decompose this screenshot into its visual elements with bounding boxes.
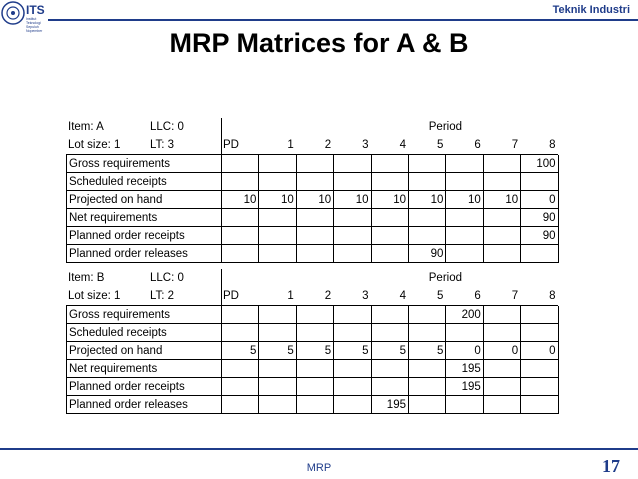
table-cell [521, 173, 558, 191]
table-cell: 0 [521, 342, 558, 360]
table-cell: 200 [446, 306, 483, 324]
period-7: 7 [511, 290, 519, 302]
lot-size-label: Lot size: 1 [68, 139, 121, 151]
table-cell [259, 360, 296, 378]
table-cell [334, 360, 371, 378]
table-cell: 5 [372, 342, 409, 360]
table-cell: 90 [521, 227, 558, 245]
table-row [67, 378, 558, 396]
table-cell [446, 173, 483, 191]
logo-subtitle: Institut Teknologi Sepuluh Nopember [26, 17, 43, 33]
table-cell [297, 360, 334, 378]
table-cell: 10 [409, 191, 446, 209]
table-cell [334, 173, 371, 191]
table-cell: 90 [409, 245, 446, 263]
table-cell [484, 396, 521, 414]
table-cell [409, 360, 446, 378]
table-cell [446, 324, 483, 342]
table-cell [222, 173, 259, 191]
page-title: MRP Matrices for A & B [169, 28, 469, 58]
table-cell [297, 324, 334, 342]
table-cell [521, 378, 558, 396]
table-cell [521, 396, 558, 414]
table-row [67, 245, 558, 263]
row-label: Scheduled receipts [67, 324, 222, 342]
footer-rule [0, 448, 638, 450]
table-cell [222, 396, 259, 414]
table-cell [521, 245, 558, 263]
table-cell [334, 245, 371, 263]
table-row [67, 360, 558, 378]
item-label: Item: A [68, 121, 104, 133]
table-cell: 100 [521, 155, 558, 173]
period-5: 5 [436, 290, 444, 302]
table-cell [222, 227, 259, 245]
table-cell [259, 173, 296, 191]
period-3: 3 [362, 139, 369, 151]
table-cell [409, 324, 446, 342]
table-cell [409, 173, 446, 191]
table-cell: 0 [446, 342, 483, 360]
table-cell [297, 155, 334, 173]
table-cell [297, 209, 334, 227]
table-cell [446, 245, 483, 263]
table-cell [372, 306, 409, 324]
table-cell [334, 209, 371, 227]
table-cell [334, 324, 371, 342]
table-row [67, 209, 558, 227]
table-cell [297, 378, 334, 396]
table-cell [297, 173, 334, 191]
table-cell [409, 227, 446, 245]
table-cell [222, 209, 259, 227]
table-cell: 5 [222, 342, 259, 360]
table-cell [446, 396, 483, 414]
table-cell [484, 306, 521, 324]
table-cell: 195 [372, 396, 409, 414]
table-cell [259, 209, 296, 227]
period-6: 6 [474, 290, 481, 302]
mrp-table-b [66, 269, 558, 414]
table-cell [222, 155, 259, 173]
row-label: Projected on hand [67, 342, 222, 360]
lt-label: LT: 2 [150, 290, 175, 302]
table-cell [222, 378, 259, 396]
table-cell [521, 360, 558, 378]
table-cell [446, 209, 483, 227]
period-1: 1 [287, 290, 294, 302]
table-cell: 10 [446, 191, 483, 209]
header-divider [221, 118, 222, 154]
matrix-grid [66, 155, 558, 263]
period-1: 1 [287, 139, 294, 151]
period-3: 3 [362, 290, 369, 302]
header-rule [48, 19, 638, 21]
table-cell [484, 324, 521, 342]
period-pd: PD [223, 290, 239, 302]
table-cell [222, 306, 259, 324]
table-cell [297, 245, 334, 263]
llc-label: LLC: 0 [150, 121, 184, 133]
header-row-item [66, 269, 558, 287]
table-row [67, 191, 558, 209]
period-label: Period [428, 121, 463, 133]
table-cell [409, 155, 446, 173]
table-cell [334, 378, 371, 396]
table-cell [334, 306, 371, 324]
table-cell: 10 [372, 191, 409, 209]
matrix-grid [66, 306, 558, 414]
table-cell [484, 155, 521, 173]
llc-label: LLC: 0 [150, 272, 184, 284]
table-row [67, 306, 558, 324]
table-row [67, 396, 558, 414]
period-pd: PD [223, 139, 239, 151]
table-cell [372, 378, 409, 396]
table-cell [446, 155, 483, 173]
period-7: 7 [511, 139, 519, 151]
table-cell [259, 378, 296, 396]
row-label: Planned order releases [67, 245, 222, 263]
footer-label: MRP [306, 462, 332, 474]
table-cell [484, 173, 521, 191]
table-cell [259, 396, 296, 414]
page-number: 17 [602, 456, 620, 476]
row-label: Projected on hand [67, 191, 222, 209]
period-4: 4 [399, 139, 406, 151]
table-cell [409, 209, 446, 227]
table-cell [409, 378, 446, 396]
table-cell [259, 324, 296, 342]
table-cell [521, 324, 558, 342]
table-cell [372, 155, 409, 173]
period-label: Period [428, 272, 463, 284]
table-cell: 10 [334, 191, 371, 209]
table-cell [484, 245, 521, 263]
table-cell [297, 227, 334, 245]
period-5: 5 [436, 139, 444, 151]
table-row [67, 324, 558, 342]
table-cell: 195 [446, 378, 483, 396]
table-cell: 0 [521, 191, 558, 209]
table-cell [297, 396, 334, 414]
table-cell [484, 378, 521, 396]
lot-size-label: Lot size: 1 [68, 290, 121, 302]
table-cell: 5 [297, 342, 334, 360]
row-label: Planned order receipts [67, 227, 222, 245]
table-cell [334, 396, 371, 414]
table-cell [484, 360, 521, 378]
table-cell [259, 306, 296, 324]
table-cell: 10 [484, 191, 521, 209]
table-cell [222, 360, 259, 378]
table-cell: 10 [259, 191, 296, 209]
table-cell [484, 227, 521, 245]
table-cell: 5 [334, 342, 371, 360]
table-cell: 5 [259, 342, 296, 360]
table-cell [297, 306, 334, 324]
table-cell [372, 245, 409, 263]
header-divider [221, 269, 222, 305]
table-cell [222, 324, 259, 342]
row-label: Net requirements [67, 360, 222, 378]
header-bar [0, 0, 638, 20]
header-row-periods [66, 136, 558, 155]
item-label: Item: B [68, 272, 105, 284]
table-cell [521, 306, 558, 324]
row-label: Planned order releases [67, 396, 222, 414]
mrp-table-a [66, 118, 558, 263]
table-cell: 0 [484, 342, 521, 360]
period-2: 2 [324, 139, 332, 151]
table-cell [409, 396, 446, 414]
table-cell: 195 [446, 360, 483, 378]
logo-emblem-icon [0, 0, 26, 26]
period-8: 8 [549, 290, 556, 302]
table-cell [259, 227, 296, 245]
header-row-item [66, 118, 558, 136]
brand-label: Teknik Industri [552, 4, 630, 16]
table-cell: 10 [297, 191, 334, 209]
table-cell [259, 155, 296, 173]
table-row [67, 342, 558, 360]
table-row [67, 155, 558, 173]
row-label: Planned order receipts [67, 378, 222, 396]
table-cell [372, 173, 409, 191]
table-cell: 10 [222, 191, 259, 209]
table-row [67, 227, 558, 245]
lt-label: LT: 3 [150, 139, 175, 151]
table-cell [372, 324, 409, 342]
row-label: Gross requirements [67, 306, 222, 324]
period-2: 2 [324, 290, 332, 302]
table-cell [222, 245, 259, 263]
row-label: Net requirements [67, 209, 222, 227]
table-row [67, 173, 558, 191]
table-cell [372, 360, 409, 378]
row-label: Scheduled receipts [67, 173, 222, 191]
table-cell: 5 [409, 342, 446, 360]
table-cell [372, 227, 409, 245]
table-cell [484, 209, 521, 227]
table-cell [446, 227, 483, 245]
period-8: 8 [549, 139, 556, 151]
table-cell [259, 245, 296, 263]
table-cell [334, 227, 371, 245]
table-cell [409, 306, 446, 324]
table-cell: 90 [521, 209, 558, 227]
table-cell [334, 155, 371, 173]
row-label: Gross requirements [67, 155, 222, 173]
period-4: 4 [399, 290, 406, 302]
header-row-periods [66, 287, 558, 306]
period-6: 6 [474, 139, 481, 151]
logo-wordmark: ITS [26, 3, 45, 17]
table-cell [372, 209, 409, 227]
